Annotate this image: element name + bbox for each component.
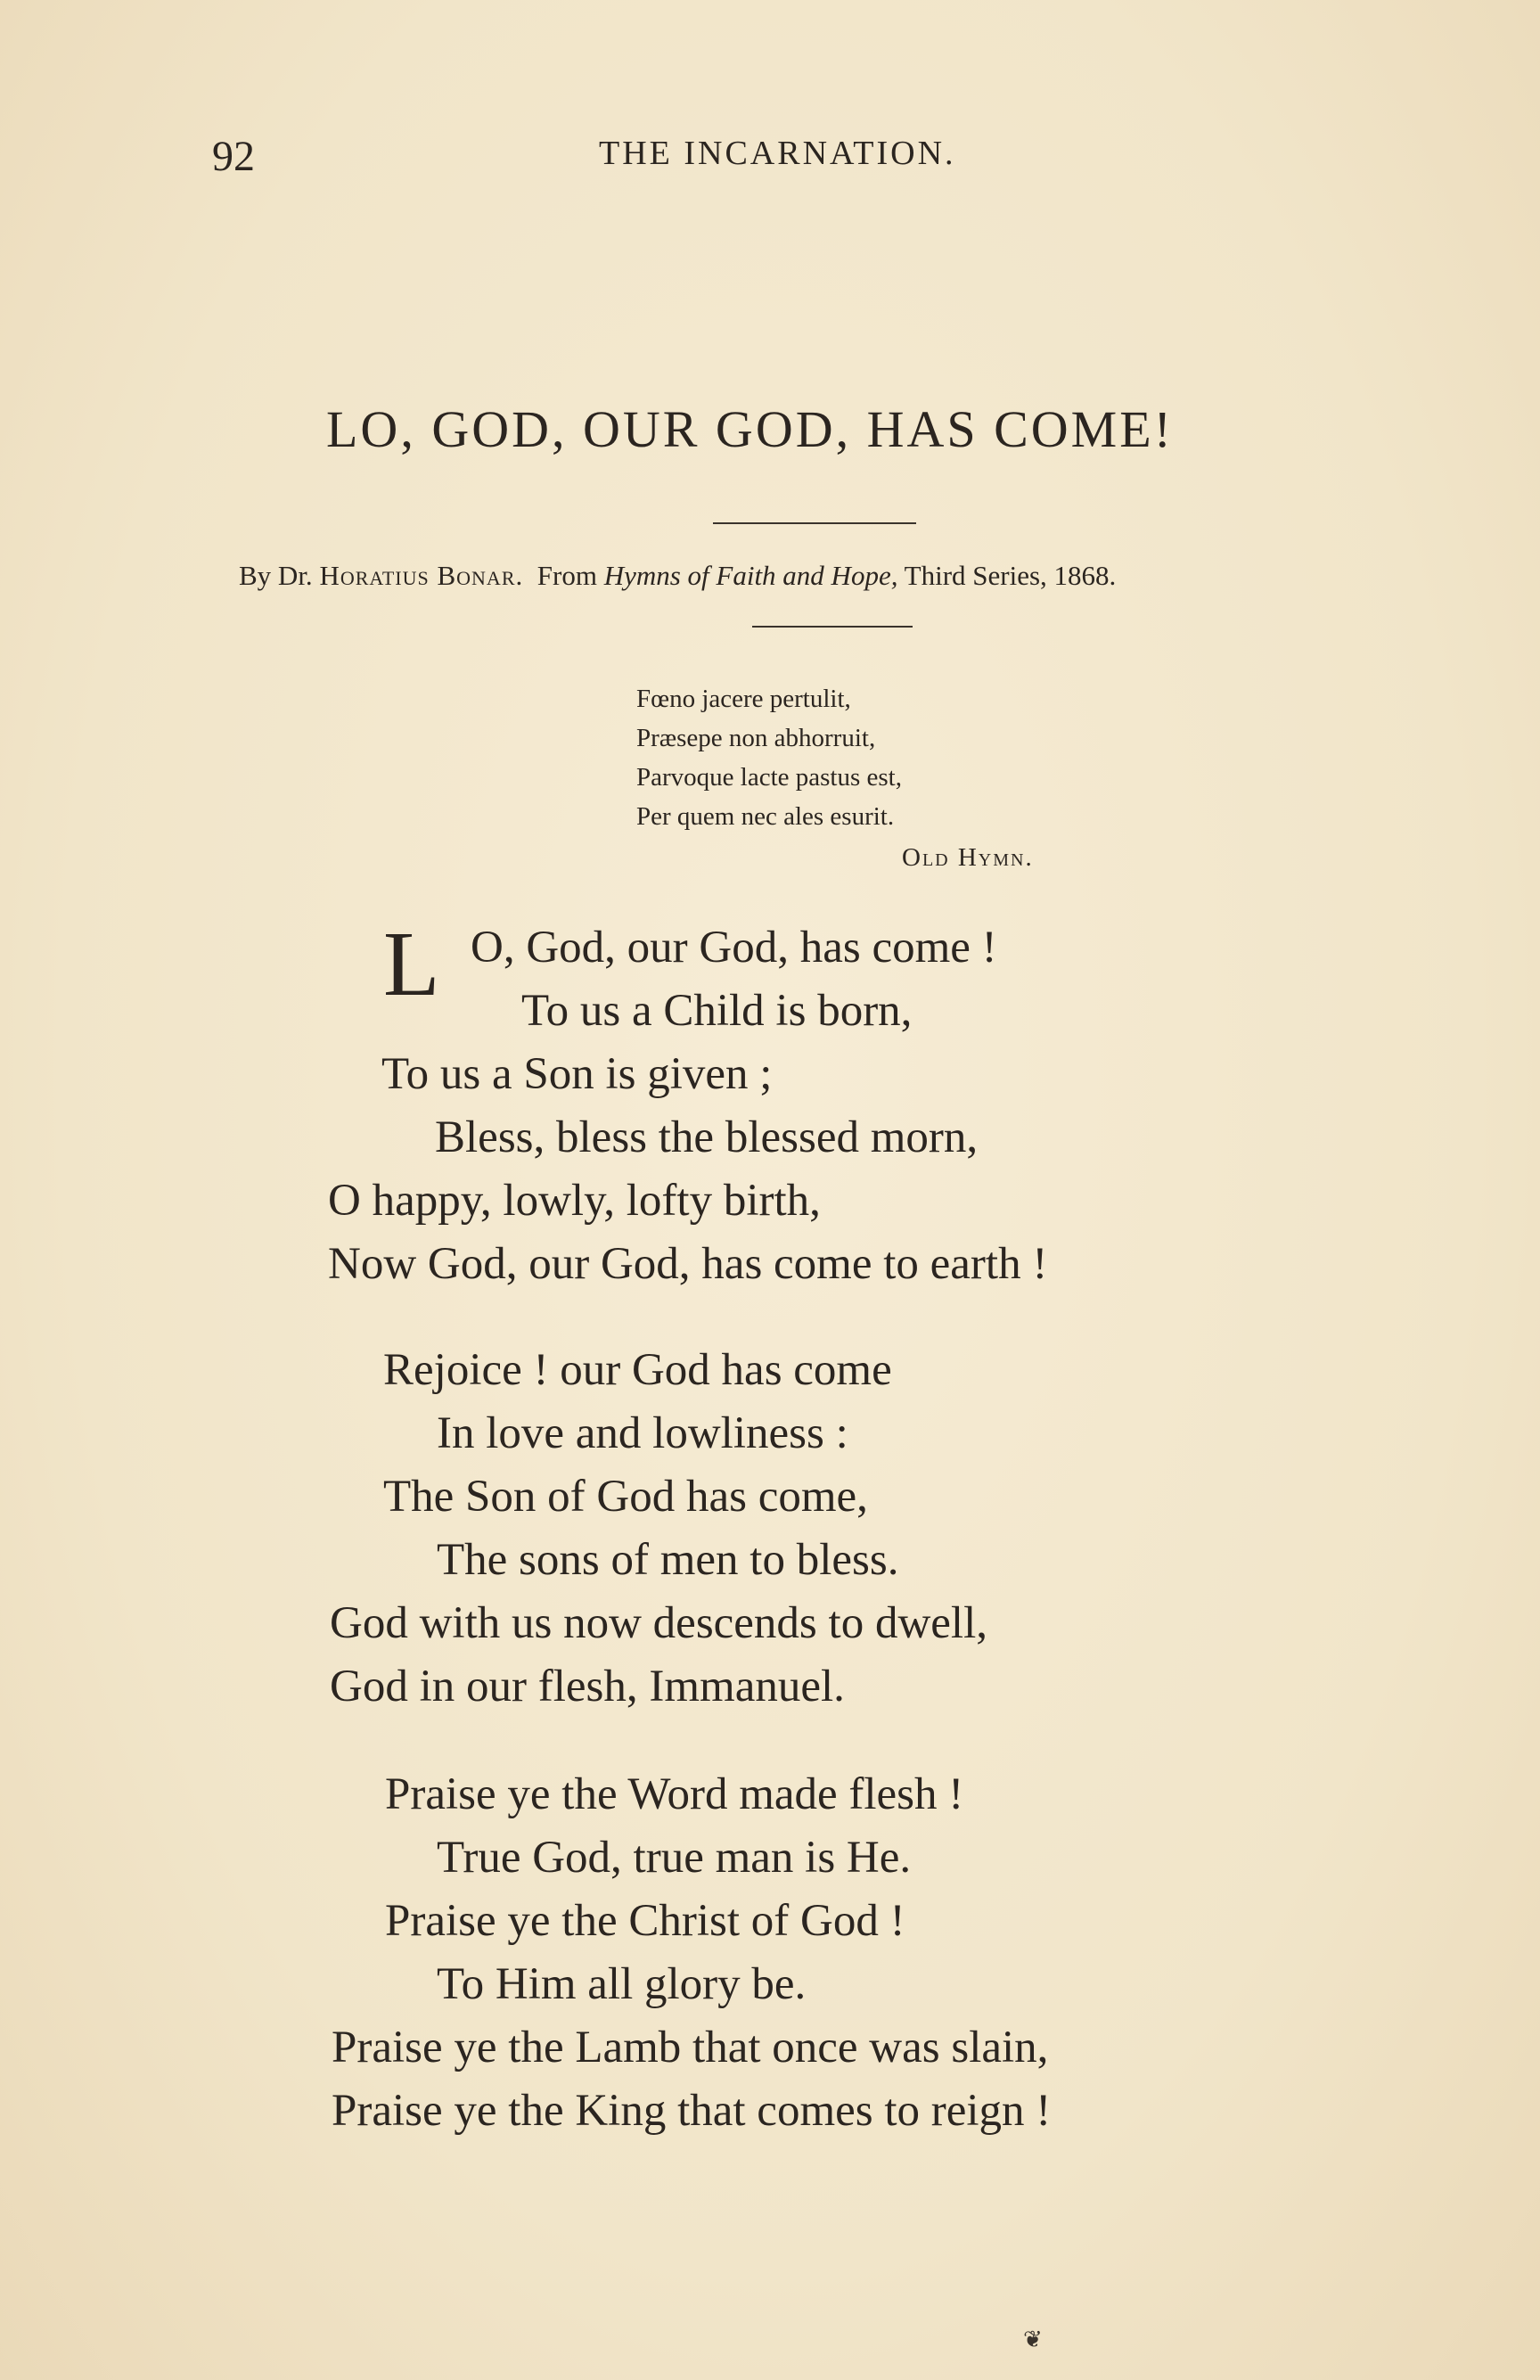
verse-line: In love and lowliness : [437, 1408, 848, 1458]
verse-line: The sons of men to bless. [437, 1535, 899, 1585]
epigraph-source: Old Hymn. [902, 843, 1034, 872]
title-rule [713, 522, 916, 524]
verse-line: To us a Child is born, [521, 986, 913, 1036]
running-head: THE INCARNATION. [599, 135, 956, 172]
verse-line: Bless, bless the blessed morn, [435, 1112, 979, 1162]
drop-cap: L [383, 913, 440, 1015]
verse-line: Praise ye the King that comes to reign ! [332, 2086, 1052, 2136]
verse-line: Praise ye the Word made flesh ! [385, 1769, 964, 1819]
verse-line: The Son of God has come, [383, 1472, 868, 1522]
verse-line: True God, true man is He. [437, 1833, 912, 1883]
attribution-author: Horatius Bonar. [319, 560, 524, 591]
attribution-rule [752, 626, 913, 628]
verse-line: Praise ye the Christ of God ! [385, 1896, 905, 1946]
epigraph-line: Per quem nec ales esurit. [636, 802, 895, 831]
verse-line: To Him all glory be. [437, 1959, 807, 2009]
epigraph-line: Fœno jacere pertulit, [636, 685, 851, 713]
hymn-title: LO, GOD, OUR GOD, HAS COME! [326, 400, 1174, 458]
attribution-edition: Third Series, 1868. [904, 560, 1117, 591]
verse-line: Now God, our God, has come to earth ! [328, 1239, 1048, 1289]
verse-line: God in our flesh, Immanuel. [330, 1662, 845, 1711]
verse-line: God with us now descends to dwell, [330, 1598, 988, 1648]
verse-line: O, God, our God, has come ! [471, 923, 997, 973]
verse-line: Rejoice ! our God has come [383, 1345, 892, 1395]
attribution [239, 560, 1116, 592]
attribution-book: Hymns of Faith and Hope, [603, 560, 898, 591]
epigraph-line: Parvoque lacte pastus est, [636, 763, 902, 792]
attribution-by: By Dr. [239, 560, 313, 591]
verse-line: Praise ye the Lamb that once was slain, [332, 2023, 1049, 2072]
epigraph-line: Præsepe non abhorruit, [636, 724, 876, 752]
verse-line: O happy, lowly, lofty birth, [328, 1176, 821, 1226]
printer-ornament-icon: ❦ [1023, 2327, 1043, 2352]
page-number: 92 [212, 133, 255, 180]
verse-line: To us a Son is given ; [381, 1049, 773, 1099]
attribution-from: From [537, 560, 597, 591]
